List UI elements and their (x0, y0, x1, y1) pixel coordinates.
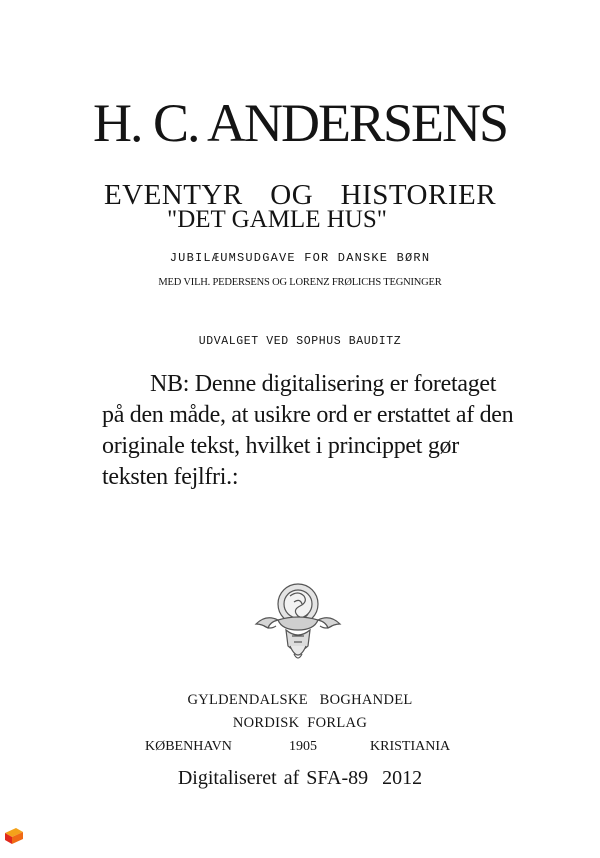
illustrators-line: MED VILH. PEDERSENS OG LORENZ FRØLICHS TEGNINGER (158, 277, 442, 288)
digitized-by-line: Digitaliseret af SFA-89 2012 (177, 767, 423, 789)
city-copenhagen: KØBENHAVN (145, 739, 232, 754)
digitization-note: NB: Denne digitalisering er foretaget på den måde, at usikre ord er erstattet af den originale tekst, hvilket i princippet gør teksten fejlfri.: (102, 371, 514, 490)
book-subtitle: EVENTYR OG HISTORIER (103, 179, 497, 211)
book-title: H. C. ANDERSENS (92, 93, 508, 153)
corner-badge-icon (3, 824, 25, 846)
city-kristiania: KRISTIANIA (370, 739, 451, 754)
publication-year: 1905 (289, 739, 317, 754)
publisher-vignette-icon (250, 574, 346, 670)
imprint-name: NORDISK FORLAG (232, 715, 368, 731)
editor-line: UDVALGET VED SOPHUS BAUDITZ (198, 335, 402, 348)
publisher-name: GYLDENDALSKE BOGHANDEL (187, 692, 413, 708)
edition-line: JUBILÆUMSUDGAVE FOR DANSKE BØRN (169, 251, 431, 265)
story-title: "DET GAMLE HUS" (167, 206, 387, 233)
